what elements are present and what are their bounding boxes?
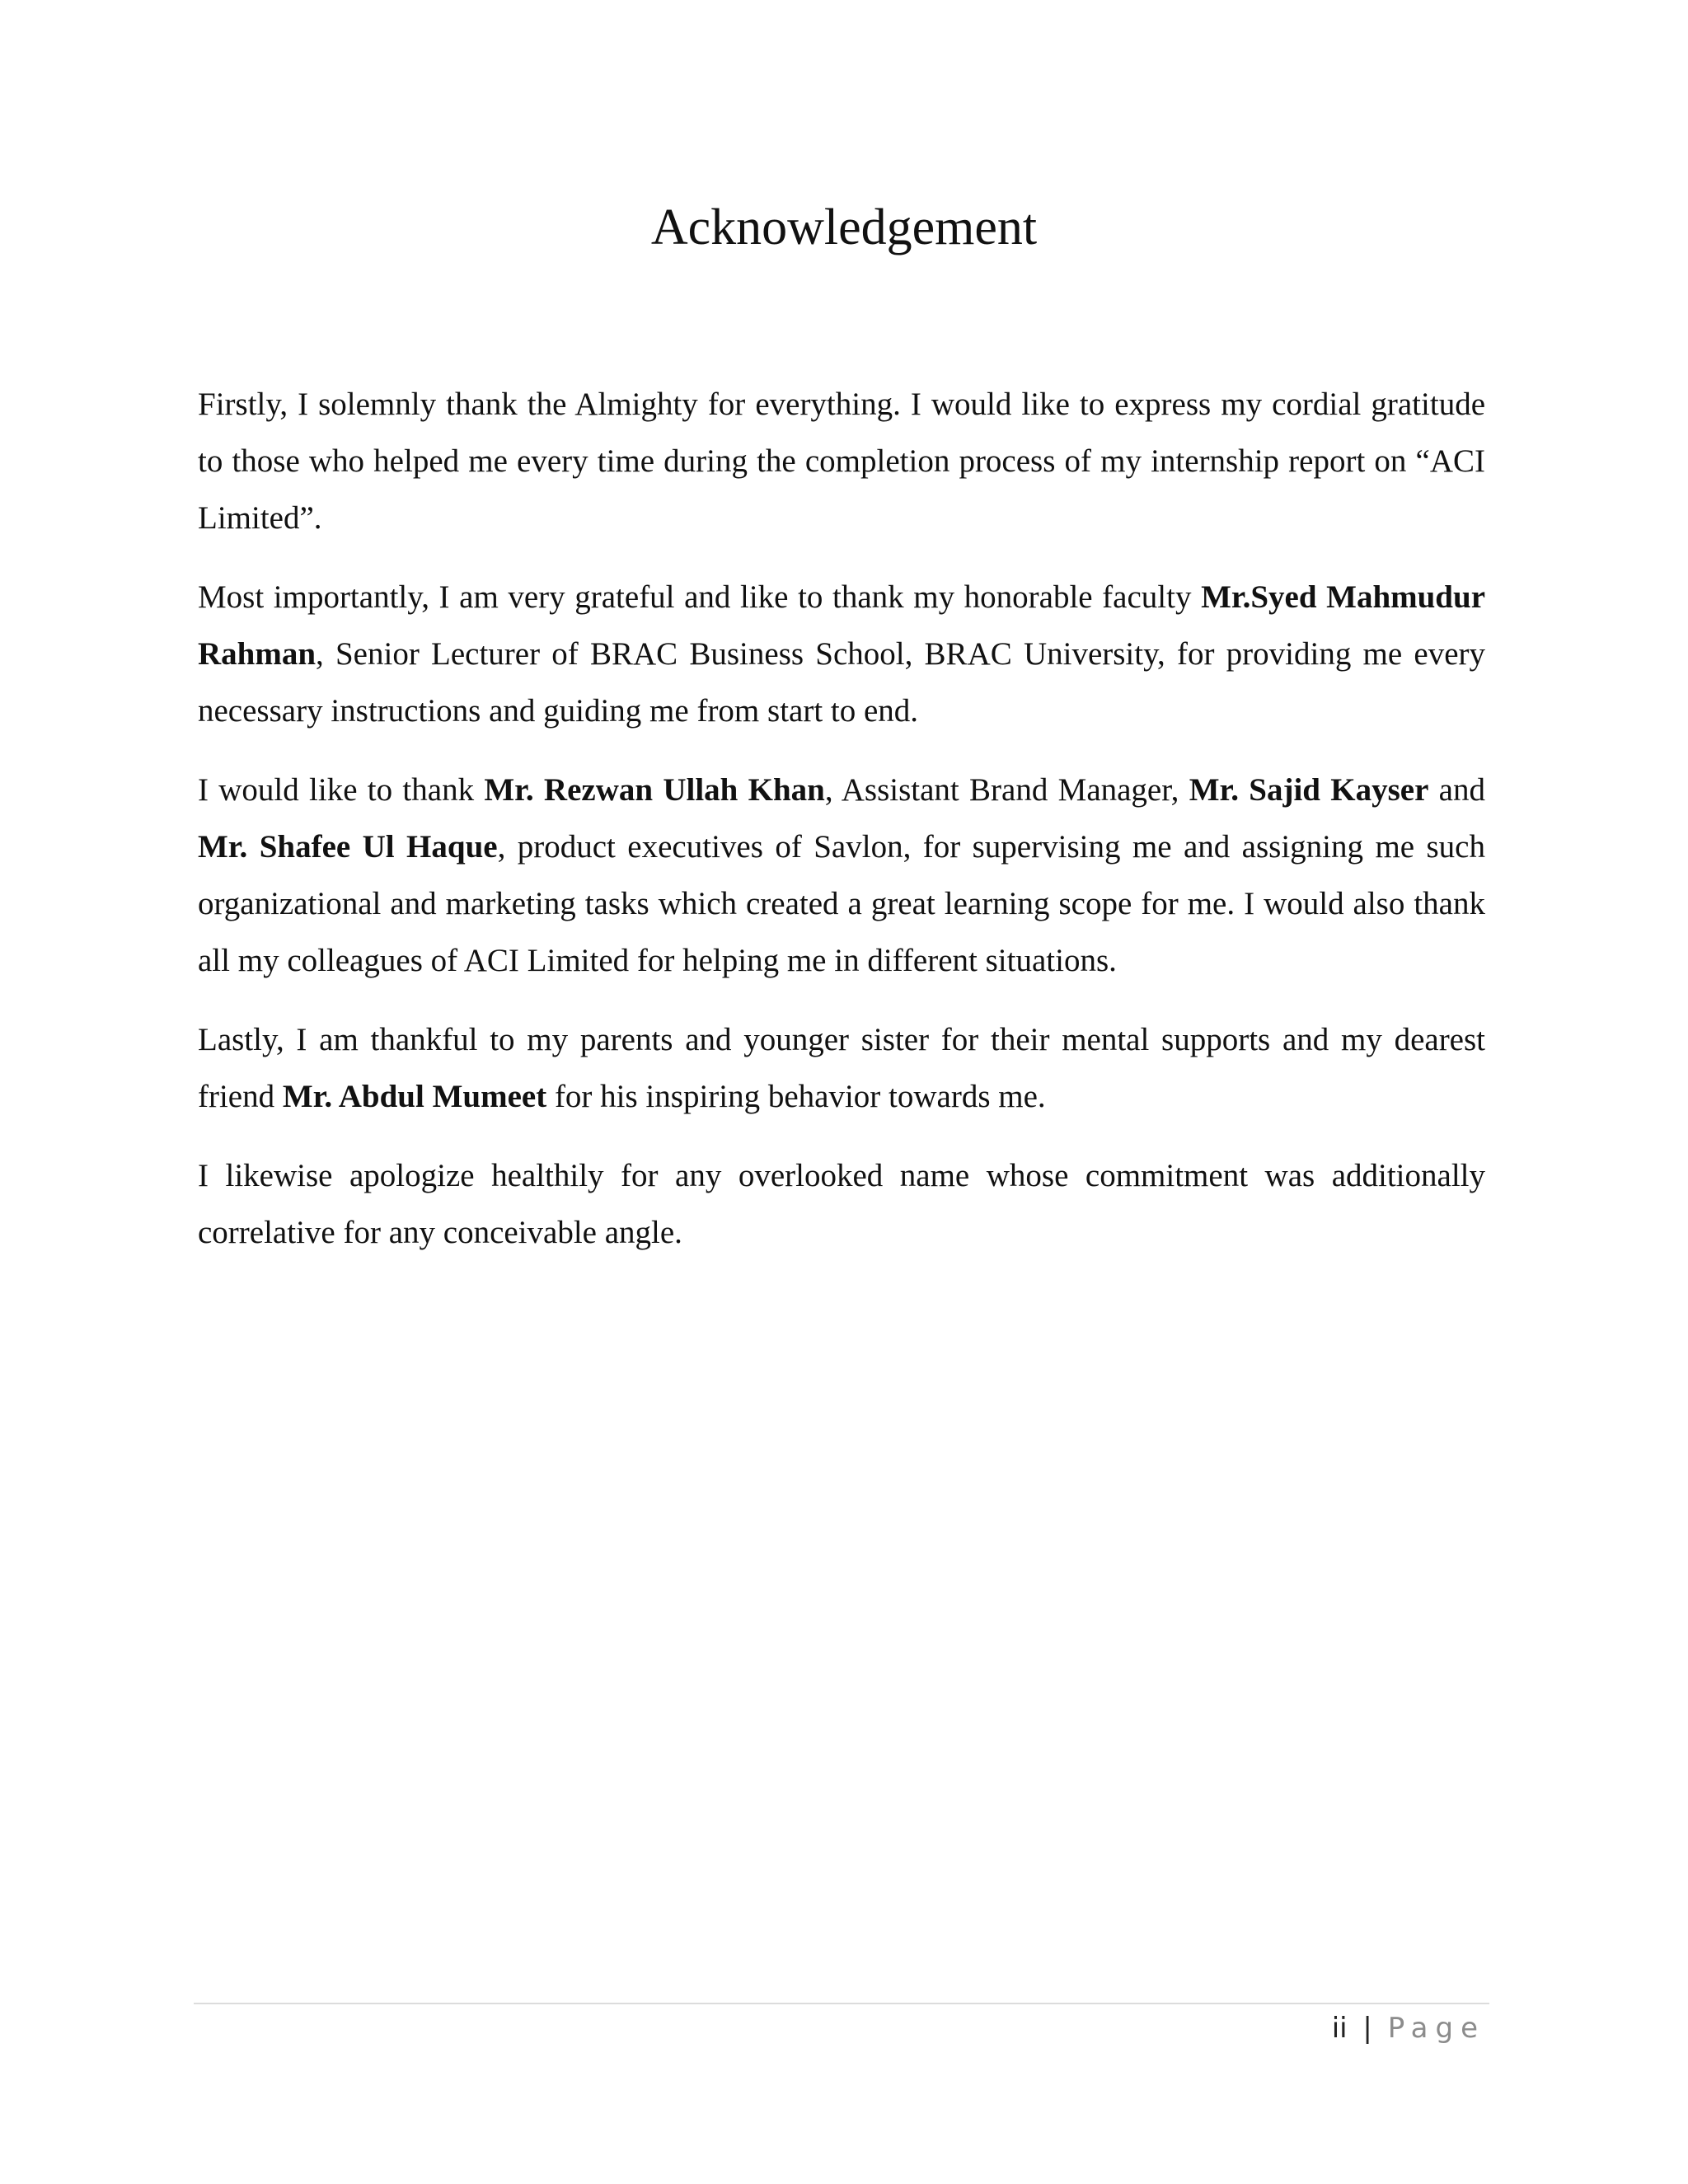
page-separator: | <box>1362 2012 1372 2045</box>
paragraph-2-text-b: , Senior Lecturer of BRAC Business School, BRAC University, for providing me every necessary instructions and guiding me from start to end. <box>198 636 1485 729</box>
page-footer <box>1332 2008 1485 2049</box>
supervisor-name-1: Mr. Rezwan Ullah Khan <box>484 772 825 808</box>
paragraph-3-text-a: I would like to thank <box>198 772 485 808</box>
supervisor-name-3: Mr. Shafee Ul Haque <box>198 829 498 865</box>
page-title: Acknowledgement <box>650 199 1038 255</box>
acknowledgement-body <box>198 376 1485 1283</box>
supervisor-name-2: Mr. Sajid Kayser <box>1189 772 1429 808</box>
paragraph-2-text-a: Most importantly, I am very grateful and like to thank my honorable faculty <box>198 579 1202 615</box>
paragraph-4 <box>198 1011 1485 1125</box>
paragraph-5 <box>198 1147 1485 1261</box>
paragraph-4-text-b: for his inspiring behavior towards me. <box>546 1079 1046 1114</box>
paragraph-3 <box>198 762 1485 989</box>
faculty-name: Mr.Syed Mahmudur Rahman <box>198 579 1485 672</box>
friend-name: Mr. Abdul Mumeet <box>282 1079 547 1114</box>
footer-divider <box>194 2003 1489 2004</box>
page-number: ii <box>1331 2012 1348 2045</box>
paragraph-4-text-a: Lastly, I am thankful to my parents and younger sister for their mental supports and my dearest friend <box>198 1022 1485 1114</box>
page-label: Page <box>1387 2012 1485 2045</box>
paragraph-2 <box>198 569 1485 739</box>
paragraph-3-text-d: , product executives of Savlon, for supervising me and assigning me such organizational and marketing tasks which created a great learning scope for me. I would also thank all my colleagues of ACI Limited for helping me in different situations. <box>198 829 1485 978</box>
paragraph-5-text: I likewise apologize healthily for any overlooked name whose commitment was additionally correlative for any conceivable angle. <box>198 1158 1485 1250</box>
paragraph-1 <box>198 376 1485 546</box>
paragraph-3-text-c: and <box>1428 772 1485 808</box>
paragraph-3-text-b: , Assistant Brand Manager, <box>824 772 1189 808</box>
paragraph-1-text: Firstly, I solemnly thank the Almighty for everything. I would like to express my cordial gratitude to those who helped me every time during the completion process of my internship report on “ACI Limited”. <box>198 387 1485 536</box>
